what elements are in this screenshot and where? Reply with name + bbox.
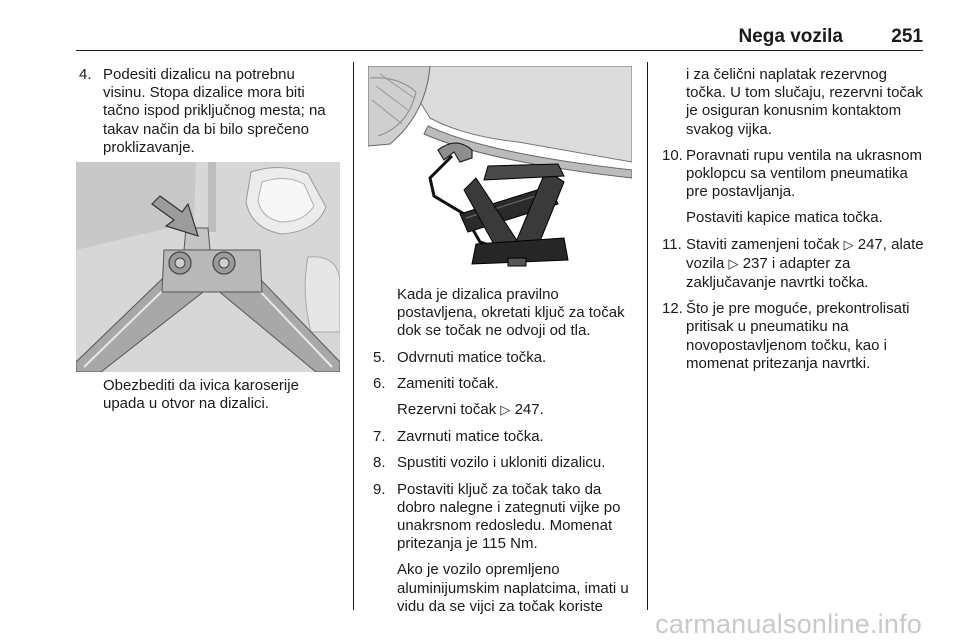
step-5 xyxy=(373,349,641,367)
step-number: 8. xyxy=(373,454,386,472)
column-2 xyxy=(373,286,641,624)
figure-caption: Kada je dizalica pravilno postavljena, okretati ključ za točak dok se točak ne odvoji od tla. xyxy=(397,286,625,340)
step-4 xyxy=(79,66,341,157)
jack-vehicle-drawing xyxy=(368,66,632,276)
jack-detail-drawing xyxy=(76,162,340,372)
page-header xyxy=(76,26,923,50)
step-number: 6. xyxy=(373,374,386,392)
step-text-part: alate vozila xyxy=(686,235,924,272)
jack-detail-illustration xyxy=(76,162,340,372)
column-divider-1 xyxy=(353,62,354,610)
step-number: 7. xyxy=(373,428,386,446)
cross-reference-icon: ▷ xyxy=(728,256,739,272)
column-1 xyxy=(79,66,341,165)
step-text-part: Staviti zamenjeni točak xyxy=(686,235,840,253)
header-rule xyxy=(76,50,923,51)
page-number: 251 xyxy=(891,26,923,47)
step-7 xyxy=(373,428,641,446)
step-number: 12. xyxy=(662,300,683,318)
step-12 xyxy=(662,300,928,373)
step-text: Podesiti dizalicu na potrebnu visinu. Stopa dizalice mora biti tačno ispod priključnog mesta; na takav način da bi bilo sprečeno proklizavanje. xyxy=(103,66,326,156)
page-reference-link[interactable]: 237 i adapter za zaključavanje navrtki točka. xyxy=(686,254,869,292)
step-11 xyxy=(662,236,928,293)
step-text: Poravnati rupu ventila na ukrasnom poklopcu sa ventilom pneumatika pre postavljanja. xyxy=(686,146,922,201)
step-text: Spustiti vozilo i ukloniti dizalicu. xyxy=(397,454,606,472)
step-10-note: Postaviti kapice matica točka. xyxy=(686,209,883,227)
column-divider-2 xyxy=(647,62,648,610)
step-text: Zavrnuti matice točka. xyxy=(397,428,544,446)
step-text: Postaviti ključ za točak tako da dobro nalegne i zategnuti vijke po unakrsnom redosledu. Momenat pritezanja je 115 Nm. xyxy=(397,480,621,553)
step-10 xyxy=(662,147,928,202)
section-title: Nega vozila xyxy=(738,26,843,47)
step-text: Odvrnuti matice točka. xyxy=(397,348,547,366)
step-number: 5. xyxy=(373,348,386,366)
column-1-caption xyxy=(79,377,341,421)
step-text: Zameniti točak. xyxy=(397,374,499,392)
watermark: carmanualsonline.info xyxy=(655,609,922,639)
step-number: 4. xyxy=(79,66,92,83)
step-6-note xyxy=(397,401,641,420)
step-9 xyxy=(373,481,641,554)
continued-text: i za čelični naplatak rezervnog točka. U tom slučaju, rezervni točak je osiguran konusnim kontaktom svakog vijka. xyxy=(686,66,923,138)
step-number: 11. xyxy=(662,235,682,253)
step-9-note: Ako je vozilo opremljeno aluminijumskim naplatcima, imati u vidu da se vijci za točak koriste xyxy=(397,561,629,615)
cross-reference-icon: ▷ xyxy=(500,403,511,419)
page-reference-link[interactable]: 247, xyxy=(857,235,887,253)
step-number: 10. xyxy=(662,146,683,164)
step-text: Što je pre moguće, prekontrolisati pritisak u pneumatiku na novopostavljenom točku, kao i momenat pritezanja navrtki. xyxy=(686,300,910,372)
column-3 xyxy=(662,66,928,381)
step-text xyxy=(686,236,928,293)
page-reference-link[interactable]: 247. xyxy=(514,401,544,419)
cross-reference-icon: ▷ xyxy=(843,237,854,253)
figure-caption: Obezbediti da ivica karoserije upada u otvor na dizalici. xyxy=(103,377,299,413)
jack-under-vehicle-illustration xyxy=(368,66,632,276)
step-number: 9. xyxy=(373,480,386,498)
step-8 xyxy=(373,454,641,472)
note-text: Rezervni točak xyxy=(397,401,497,419)
step-6 xyxy=(373,375,641,393)
